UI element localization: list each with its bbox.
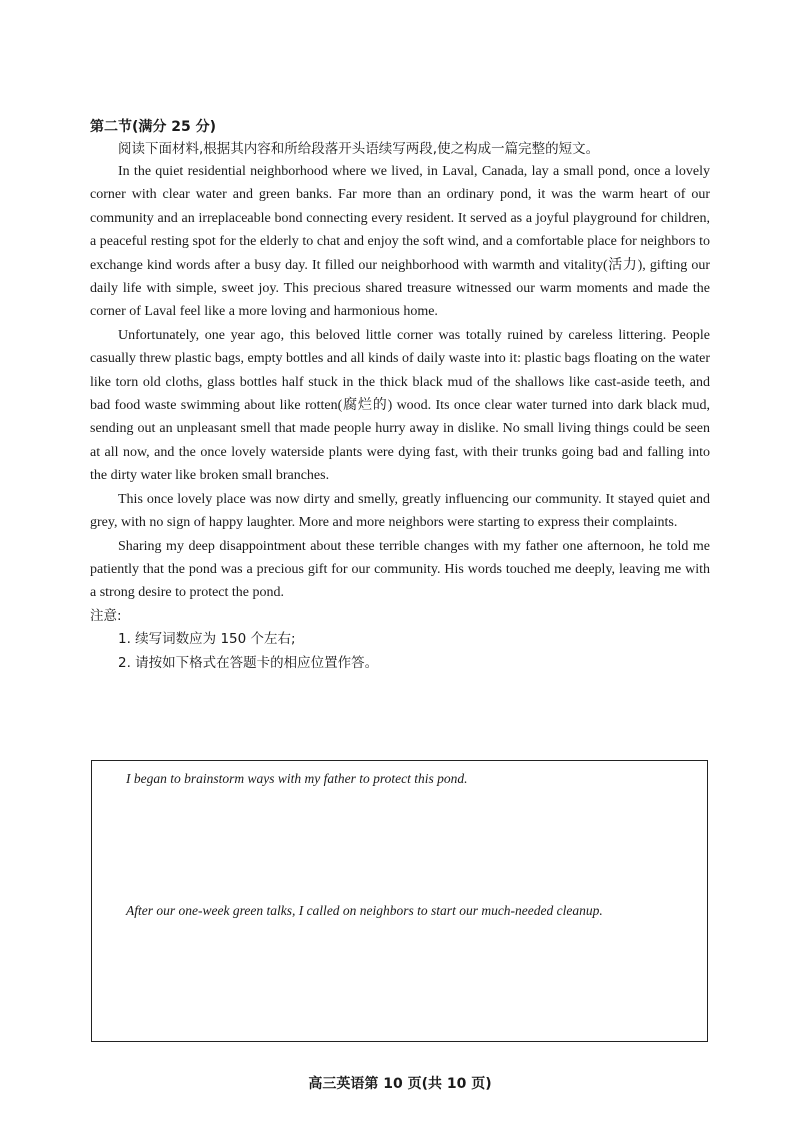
answer-box (91, 760, 708, 1042)
passage-paragraph-3: This once lovely place was now dirty and smelly, greatly influencing our community. It stayed quiet and grey, with no sign of happy laughter. More and more neighbors were starting to express their complaints. (90, 491, 710, 531)
passage-paragraph-4: Sharing my deep disappointment about these terrible changes with my father one afternoon, he told me patiently that the pond was a precious gift for our community. His words touched me deeply, leaving me with a strong desire to protect the pond. (90, 538, 710, 601)
paragraph-opener-2: After our one-week green talks, I called on neighbors to start our much-needed cleanup. (126, 903, 603, 918)
section-instruction: 阅读下面材料,根据其内容和所给段落开头语续写两段,使之构成一篇完整的短文。 (118, 141, 600, 157)
question-content (90, 116, 710, 675)
note-item-2: 2. 请按如下格式在答题卡的相应位置作答。 (118, 654, 379, 671)
paragraph-opener-1: I began to brainstorm ways with my father to protect this pond. (126, 771, 468, 786)
passage-paragraph-2: Unfortunately, one year ago, this beloved little corner was totally ruined by careless littering. People casually threw plastic bags, empty bottles and all kinds of daily waste into it: plastic bags floating on the water like torn old cloths, glass bottles half stuck in the thick black mud of the shallows like cast-aside teeth, and bad food waste swimming about like rotten(腐烂的) wood. Its once clear water turned into dark black mud, sending out an unpleasant smell that made people hurry away in dislike. No small living things could be seen at all now, and the once lovely waterside plants were dying fast, with their trunks going bad and falling into the dirty water like broken small branches. (90, 327, 710, 484)
notes-label: 注意: (90, 607, 122, 624)
section-title: 第二节(满分 25 分) (90, 119, 217, 135)
note-item-1: 1. 续写词数应为 150 个左右; (118, 630, 296, 647)
page-footer: 高三英语第 10 页(共 10 页) (308, 1076, 492, 1092)
passage-paragraph-1: In the quiet residential neighborhood where we lived, in Laval, Canada, lay a small pond, once a lovely corner with clear water and green banks. Far more than an ordinary pond, it was the warm heart of our community and an irreplaceable bond connecting every resident. It served as a joyful playground for children, a peaceful resting spot for the elderly to chat and enjoy the soft wind, and a comfortable place for neighbors to exchange kind words after a busy day. It filled our neighborhood with warmth and vitality(活力), gifting our daily life with simple, sweet joy. This precious shared treasure witnessed our warm moments and made the corner of Laval feel like a more loving and harmonious home. (90, 164, 710, 320)
